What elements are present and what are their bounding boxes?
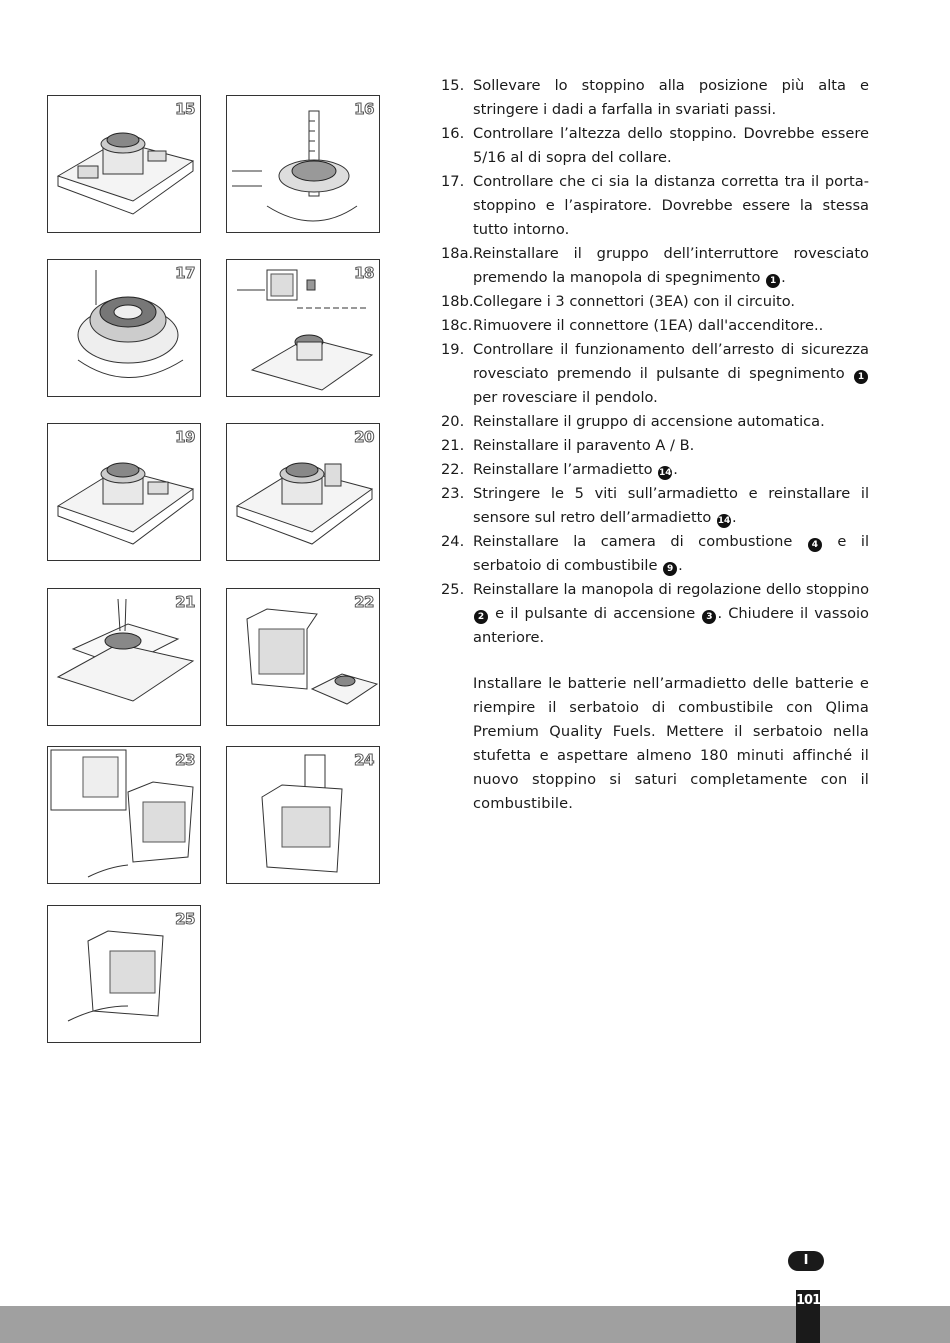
step-number: 25.	[441, 581, 465, 598]
step-18b	[441, 290, 869, 314]
figure-21	[47, 588, 201, 726]
part-number-badge: 9	[663, 562, 677, 576]
step-22	[441, 458, 869, 482]
step-18c	[441, 314, 869, 338]
language-badge: I	[788, 1251, 824, 1271]
step-number: 21.	[441, 437, 465, 454]
step-25	[441, 578, 869, 650]
step-number: 18a.	[441, 245, 474, 262]
figure-16	[226, 95, 380, 233]
step-text: Collegare i 3 connettori (3EA) con il circuito.	[473, 293, 796, 310]
part-number-badge: 4	[808, 538, 822, 552]
figure-number: 17	[175, 264, 195, 282]
step-20	[441, 410, 869, 434]
figure-number: 18	[354, 264, 374, 282]
figure-number: 15	[175, 100, 195, 118]
step-17	[441, 170, 869, 242]
step-text: Controllare l’altezza dello stoppino. Dovrebbe essere 5/16 al di sopra del collare.	[473, 125, 869, 166]
step-number: 17.	[441, 173, 465, 190]
figure-19	[47, 423, 201, 561]
figure-number: 23	[175, 751, 195, 769]
step-text: Stringere le 5 viti sull’armadietto e reinstallare il sensore sul retro dell’armadietto 14 .	[473, 485, 869, 526]
step-text: Reinstallare il paravento A / B.	[473, 437, 695, 454]
part-number-badge: 1	[854, 370, 868, 384]
figure-number: 22	[354, 593, 374, 611]
step-text: Reinstallare il gruppo di accensione automatica.	[473, 413, 825, 430]
figure-number: 19	[175, 428, 195, 446]
step-number: 16.	[441, 125, 465, 142]
part-number-badge: 14	[658, 468, 672, 478]
part-number-badge: 14	[717, 516, 731, 526]
figure-number: 21	[175, 593, 195, 611]
step-text: Controllare il funzionamento dell’arresto di sicurezza rovesciato premendo il pulsante di spegnimento 1 per rovesciare il pendolo.	[473, 341, 869, 406]
battery-fuel-note: Installare le batterie nell’armadietto delle batterie e riempire il serbatoio di combustibile con Qlima Premium Quality Fuels. Mettere il serbatoio nella stufetta e aspettare almeno 180 minuti affinché il nuovo stoppino si saturi completamente con il combustibile.	[473, 675, 869, 812]
page-number: 101	[796, 1290, 820, 1343]
figure-number: 16	[354, 100, 374, 118]
step-text: Rimuovere il connettore (1EA) dall'accenditore..	[473, 317, 824, 334]
step-23	[441, 482, 869, 530]
step-18a	[441, 242, 869, 290]
step-text: Sollevare lo stoppino alla posizione più alta e stringere i dadi a farfalla in svariati passi.	[473, 77, 869, 118]
step-number: 18b.	[441, 293, 474, 310]
figure-18	[226, 259, 380, 397]
instruction-steps	[441, 74, 869, 650]
part-number-badge: 3	[702, 610, 716, 624]
step-19	[441, 338, 869, 410]
step-text: Reinstallare la manopola di regolazione dello stoppino 2 e il pulsante di accensione 3 . Chiudere il vassoio anteriore.	[473, 581, 869, 646]
figure-number: 25	[175, 910, 195, 928]
step-24	[441, 530, 869, 578]
figure-20	[226, 423, 380, 561]
step-number: 19.	[441, 341, 465, 358]
step-text: Reinstallare il gruppo dell’interruttore rovesciato premendo la manopola di spegnimento 1 .	[473, 245, 869, 286]
step-21	[441, 434, 869, 458]
figure-number: 24	[354, 751, 374, 769]
step-number: 23.	[441, 485, 465, 502]
step-text: Reinstallare la camera di combustione 4 e il serbatoio di combustibile 9 .	[473, 533, 870, 574]
step-number: 22.	[441, 461, 465, 478]
figure-22	[226, 588, 380, 726]
step-text: Reinstallare l’armadietto 14 .	[473, 461, 678, 478]
figure-15	[47, 95, 201, 233]
step-16	[441, 122, 869, 170]
step-number: 20.	[441, 413, 465, 430]
part-number-badge: 2	[474, 610, 488, 624]
step-number: 15.	[441, 77, 465, 94]
figure-25	[47, 905, 201, 1043]
step-number: 18c.	[441, 317, 473, 334]
step-15	[441, 74, 869, 122]
figure-23	[47, 746, 201, 884]
figure-17	[47, 259, 201, 397]
step-text: Controllare che ci sia la distanza corretta tra il porta-stoppino e l’aspiratore. Dovrebbe essere la stessa tutto intorno.	[473, 173, 869, 238]
step-number: 24.	[441, 533, 465, 550]
figure-number: 20	[354, 428, 374, 446]
figure-24	[226, 746, 380, 884]
part-number-badge: 1	[766, 274, 780, 288]
